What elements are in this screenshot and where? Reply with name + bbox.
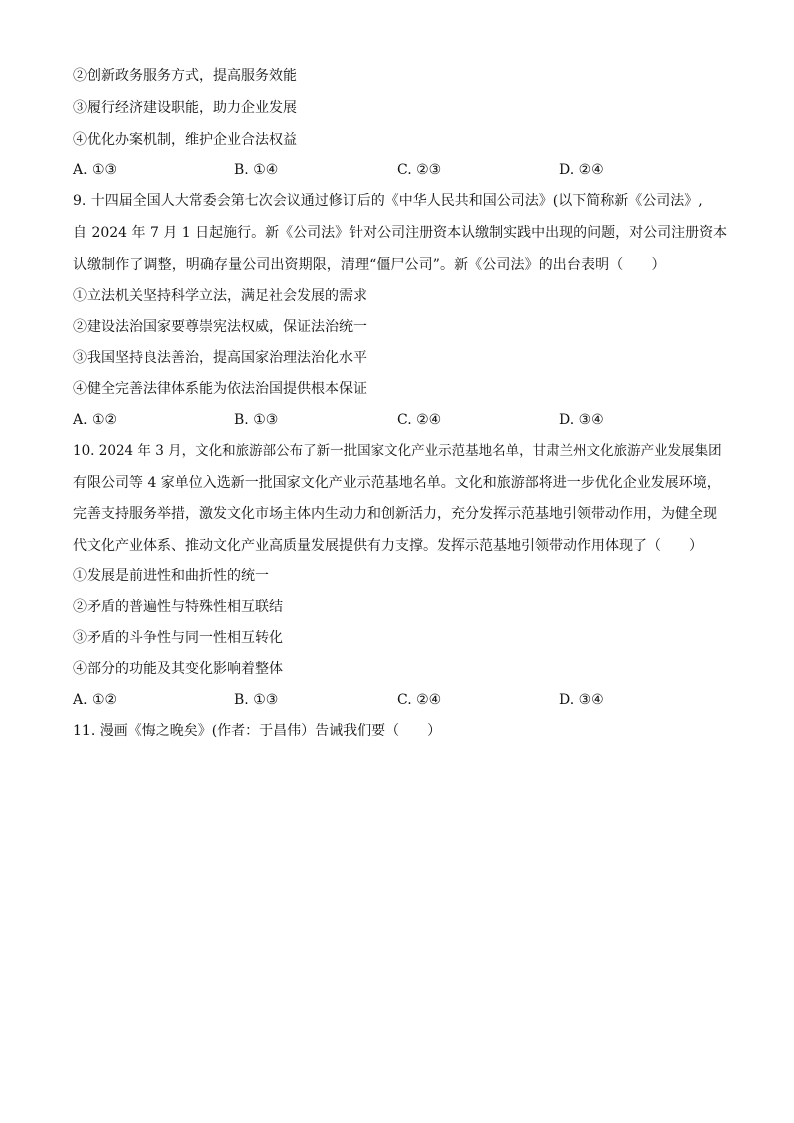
q8-option-b: B. ①④ [234,162,279,178]
q9-statement-1: ①立法机关坚持科学立法，满足社会发展的需求 [73,288,367,304]
q8-options [73,161,733,179]
q10-option-b: B. ①③ [234,692,279,708]
q9-statement-4: ④健全完善法律体系能为依法治国提供根本保证 [73,381,367,397]
q10-option-c: C. ②④ [397,692,442,708]
q8-option-d: D. ②④ [559,162,604,178]
q10-stem-line-1: 10. 2024 年 3 月，文化和旅游部公布了新一批国家文化产业示范基地名单，甘肃兰州文化旅游产业发展集团 [73,443,722,459]
q9-statement-2: ②建设法治国家要尊崇宪法权威，保证法治统一 [73,319,367,335]
q8-option-a: A. ①③ [73,162,118,178]
q9-option-c: C. ②④ [397,412,442,428]
q9-option-a: A. ①② [73,412,118,428]
q8-statement-4: ④优化办案机制，维护企业合法权益 [73,132,297,148]
q10-stem-line-2: 有限公司等 4 家单位入选新一批国家文化产业示范基地名单。文化和旅游部将进一步优化企业发展环境， [73,475,721,491]
q10-options [73,691,733,709]
q8-statement-3: ③履行经济建设职能，助力企业发展 [73,100,297,116]
q11-stem-line-1: 11. 漫画《悔之晚矣》(作者：于昌伟）告诫我们要（ ） [73,723,442,739]
q9-option-b: B. ①③ [234,412,279,428]
q9-statement-3: ③我国坚持良法善治，提高国家治理法治化水平 [73,350,367,366]
q10-option-d: D. ③④ [559,692,604,708]
q9-stem-line-3: 认缴制作了调整，明确存量公司出资期限，清理“僵尸公司”。新《公司法》的出台表明（ ） [73,257,666,273]
q9-stem-line-1: 9. 十四届全国人大常委会第七次会议通过修订后的《中华人民共和国公司法》(以下简称新《公司法》, [73,193,703,209]
q10-option-a: A. ①② [73,692,118,708]
q10-statement-3: ③矛盾的斗争性与同一性相互转化 [73,630,283,646]
q10-stem-line-3: 完善支持服务举措，激发文化市场主体内生动力和创新活力，充分发挥示范基地引领带动作用，为健全现 [73,506,717,522]
q10-statement-4: ④部分的功能及其变化影响着整体 [73,661,283,677]
q8-option-c: C. ②③ [397,162,442,178]
q10-statement-2: ②矛盾的普遍性与特殊性相互联结 [73,599,283,615]
q8-statement-2: ②创新政务服务方式，提高服务效能 [73,68,297,84]
q9-option-d: D. ③④ [559,412,604,428]
q10-stem-line-4: 代文化产业体系、推动文化产业高质量发展提供有力支撑。发挥示范基地引领带动作用体现了（ ） [73,538,703,554]
q9-options [73,411,733,429]
q9-stem-line-2: 自 2024 年 7 月 1 日起施行。新《公司法》针对公司注册资本认缴制实践中出现的问题，对公司注册资本 [73,225,728,241]
q10-statement-1: ①发展是前进性和曲折性的统一 [73,568,269,584]
